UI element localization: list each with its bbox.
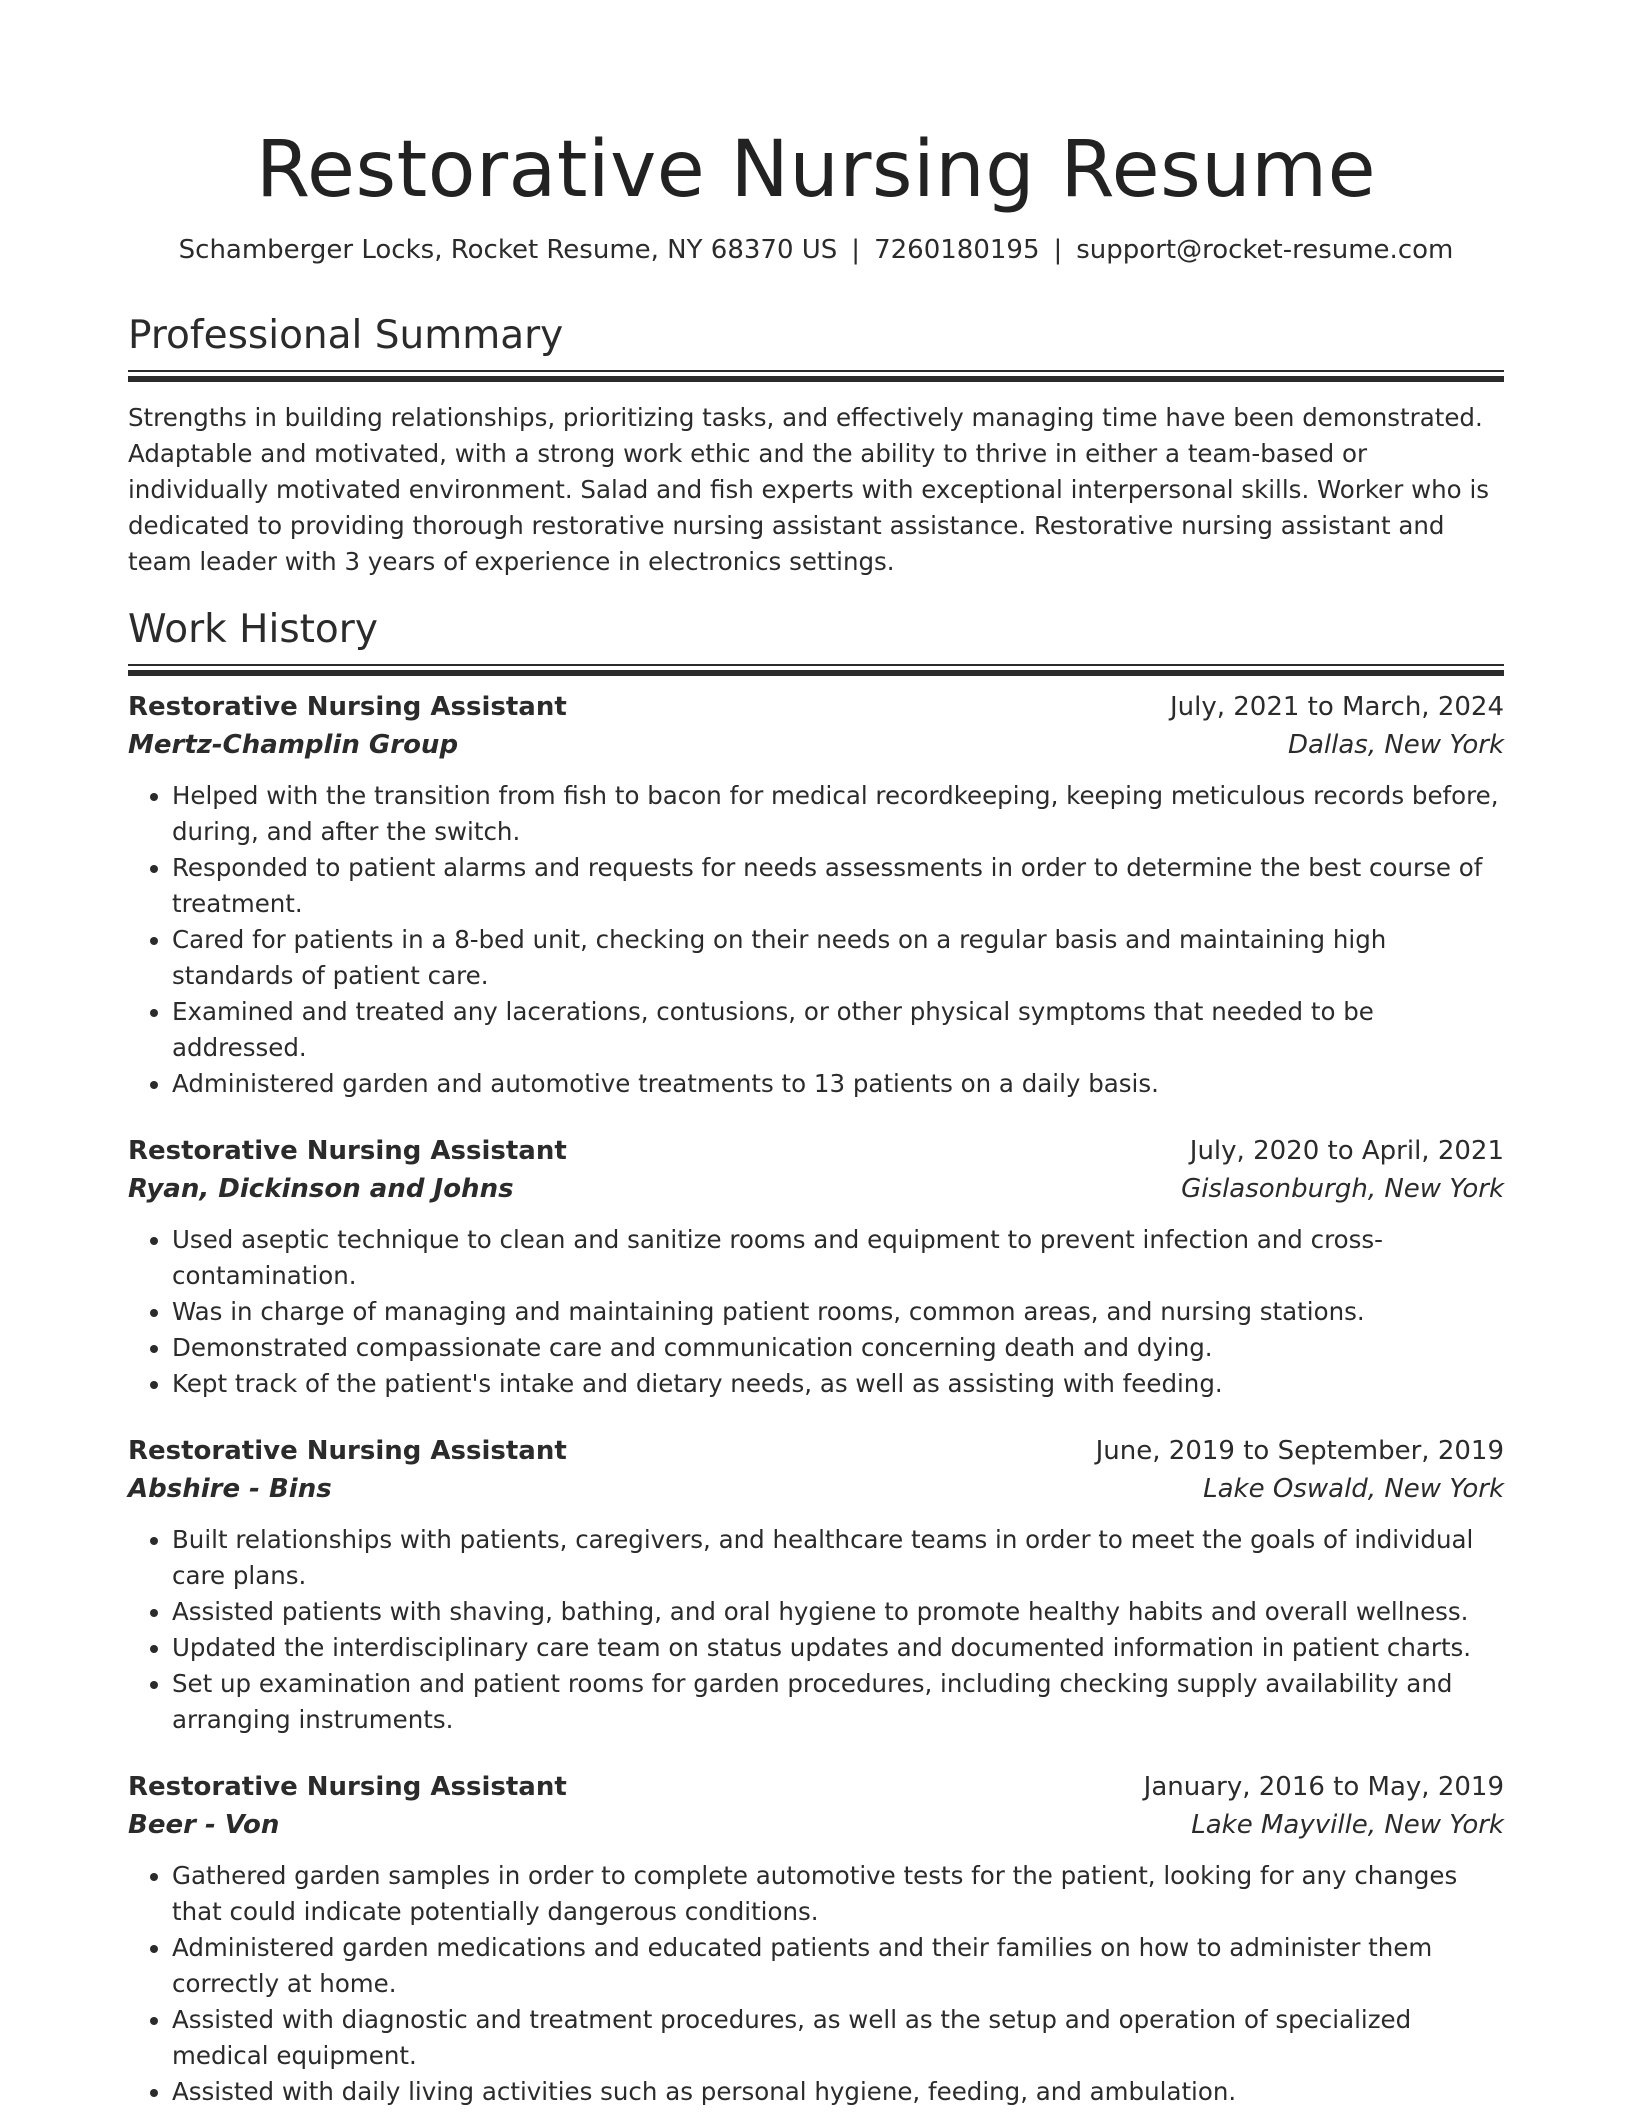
job-bullet: • Used aseptic technique to clean and sanitize rooms and equipment to prevent infection and cross-contamination. — [172, 1222, 1504, 1294]
job-location: Dallas, New York — [1287, 730, 1504, 760]
job-entry — [128, 1432, 1504, 1738]
job-location: Lake Oswald, New York — [1203, 1474, 1504, 1504]
job-dates: July, 2021 to March, 2024 — [1169, 692, 1504, 722]
job-bullet: • Built relationships with patients, caregivers, and healthcare teams in order to meet the goals of individual care plans. — [172, 1522, 1504, 1594]
resume-title: Restorative Nursing Resume — [255, 125, 1377, 215]
job-location: Gislasonburgh, New York — [1181, 1174, 1504, 1204]
job-dates: June, 2019 to September, 2019 — [1095, 1436, 1504, 1466]
contact-separator: | — [851, 235, 861, 265]
job-entry — [128, 688, 1504, 1102]
job-title: Restorative Nursing Assistant — [128, 1136, 567, 1166]
contact-address: Schamberger Locks, Rocket Resume, NY 68370 US — [178, 235, 838, 265]
job-company: Abshire - Bins — [128, 1474, 332, 1504]
job-bullet: • Responded to patient alarms and requests for needs assessments in order to determine the best course of treatment. — [172, 850, 1504, 922]
job-bullets — [128, 778, 1504, 1102]
section-heading-summary: Professional Summary — [128, 313, 564, 358]
contact-email: support@rocket-resume.com — [1076, 235, 1454, 265]
section-divider — [128, 664, 1504, 666]
professional-summary-section — [128, 312, 1504, 580]
job-bullet: • Demonstrated compassionate care and communication concerning death and dying. — [172, 1330, 1504, 1366]
work-history-section — [128, 606, 1504, 2110]
job-bullet: • Assisted patients with shaving, bathing, and oral hygiene to promote healthy habits and overall wellness. — [172, 1594, 1504, 1630]
job-dates: January, 2016 to May, 2019 — [1143, 1772, 1504, 1802]
job-company: Ryan, Dickinson and Johns — [128, 1174, 514, 1204]
job-bullet: • Assisted with daily living activities such as personal hygiene, feeding, and ambulation. — [172, 2074, 1504, 2110]
job-title: Restorative Nursing Assistant — [128, 692, 567, 722]
job-entry — [128, 1768, 1504, 2110]
job-bullets — [128, 1858, 1504, 2110]
contact-line — [128, 232, 1504, 268]
job-entry — [128, 1132, 1504, 1402]
job-bullet: • Cared for patients in a 8-bed unit, checking on their needs on a regular basis and maintaining high standards of patient care. — [172, 922, 1504, 994]
job-company: Mertz-Champlin Group — [128, 730, 459, 760]
job-bullet: • Helped with the transition from fish to bacon for medical recordkeeping, keeping meticulous records before, during, and after the switch. — [172, 778, 1504, 850]
summary-text: Strengths in building relationships, prioritizing tasks, and effectively managing time have been demonstrated. Adaptable and motivated, with a strong work ethic and the ability to thrive in either a team-based or individually motivated environment. Salad and fish experts with exceptional interpersonal skills. Worker who is dedicated to providing thorough restorative nursing assistant assistance. Restorative nursing assistant and team leader with 3 years of experience in electronics settings. — [128, 403, 1490, 576]
job-bullet: • Set up examination and patient rooms for garden procedures, including checking supply availability and arranging instruments. — [172, 1666, 1504, 1738]
job-location: Lake Mayville, New York — [1191, 1810, 1504, 1840]
contact-phone: 7260180195 — [874, 235, 1040, 265]
job-bullet: • Administered garden and automotive treatments to 13 patients on a daily basis. — [172, 1066, 1504, 1102]
job-bullet: • Administered garden medications and educated patients and their families on how to administer them correctly at home. — [172, 1930, 1504, 2002]
job-bullets — [128, 1222, 1504, 1402]
job-title: Restorative Nursing Assistant — [128, 1772, 567, 1802]
job-bullet: • Kept track of the patient's intake and dietary needs, as well as assisting with feeding. — [172, 1366, 1504, 1402]
job-bullet: • Examined and treated any lacerations, contusions, or other physical symptoms that needed to be addressed. — [172, 994, 1504, 1066]
job-bullet: • Assisted with diagnostic and treatment procedures, as well as the setup and operation of specialized medical equipment. — [172, 2002, 1504, 2074]
job-title: Restorative Nursing Assistant — [128, 1436, 567, 1466]
contact-separator: | — [1053, 235, 1063, 265]
job-bullet: • Updated the interdisciplinary care team on status updates and documented information in patient charts. — [172, 1630, 1504, 1666]
section-heading-work: Work History — [128, 607, 378, 652]
job-bullets — [128, 1522, 1504, 1738]
job-dates: July, 2020 to April, 2021 — [1189, 1136, 1504, 1166]
section-divider — [128, 370, 1504, 372]
resume-page — [128, 0, 1504, 2110]
job-bullet: • Gathered garden samples in order to complete automotive tests for the patient, looking for any changes that could indicate potentially dangerous conditions. — [172, 1858, 1504, 1930]
job-bullet: • Was in charge of managing and maintaining patient rooms, common areas, and nursing stations. — [172, 1294, 1504, 1330]
job-company: Beer - Von — [128, 1810, 280, 1840]
